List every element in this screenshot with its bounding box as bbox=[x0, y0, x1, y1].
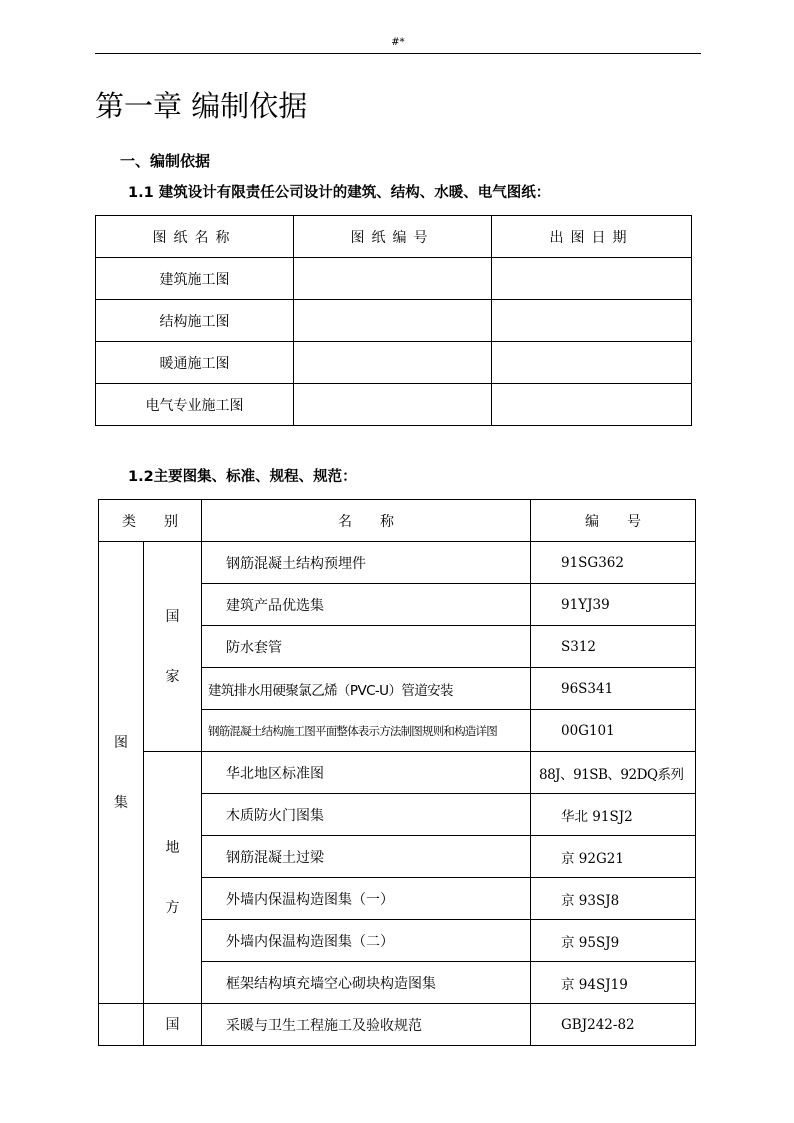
header-drawing-name: 图纸名称 bbox=[96, 216, 294, 258]
standard-code-cell: 京 95SJ9 bbox=[531, 920, 696, 962]
table-row bbox=[99, 752, 696, 794]
header-issue-date: 出图日期 bbox=[492, 216, 692, 258]
standard-code-cell: 京 93SJ8 bbox=[531, 878, 696, 920]
header-drawing-number: 图纸编号 bbox=[294, 216, 492, 258]
category-national bbox=[144, 542, 202, 752]
standard-name-cell: 采暖与卫生工程施工及验收规范 bbox=[202, 1004, 531, 1046]
drawing-number-cell bbox=[294, 342, 492, 384]
standard-name-cell: 钢筋混凝土结构施工图平面整体表示方法制图规则和构造详图 bbox=[202, 710, 531, 752]
standard-name-cell: 建筑产品优选集 bbox=[202, 584, 531, 626]
category-empty-cell bbox=[99, 1004, 144, 1046]
subheading-standards: 1.2主要图集、标准、规程、规范： bbox=[128, 469, 357, 485]
standard-name-cell: 防水套管 bbox=[202, 626, 531, 668]
standard-name-cell: 钢筋混凝土过梁 bbox=[202, 836, 531, 878]
standard-name-cell: 框架结构填充墙空心砌块构造图集 bbox=[202, 962, 531, 1004]
drawing-name-cell: 建筑施工图 bbox=[96, 258, 294, 300]
page-header bbox=[95, 36, 701, 54]
table-row bbox=[99, 1004, 696, 1046]
table-header-row bbox=[96, 216, 692, 258]
table-row bbox=[96, 258, 692, 300]
header-code: 编 号 bbox=[531, 500, 696, 542]
table-row bbox=[96, 384, 692, 426]
standard-name-cell: 钢筋混凝土结构预埋件 bbox=[202, 542, 531, 584]
standard-code-cell: 91YJ39 bbox=[531, 584, 696, 626]
subheading-drawings: 1.1 建筑设计有限责任公司设计的建筑、结构、水暖、电气图纸： bbox=[128, 185, 551, 201]
issue-date-cell bbox=[492, 384, 692, 426]
category-local bbox=[144, 752, 202, 1004]
drawing-name-cell: 电气专业施工图 bbox=[96, 384, 294, 426]
standard-name-cell: 建筑排水用硬聚氯乙烯（PVC-U）管道安装 bbox=[202, 668, 531, 710]
standard-name-cell: 外墙内保温构造图集（二） bbox=[202, 920, 531, 962]
issue-date-cell bbox=[492, 300, 692, 342]
issue-date-cell bbox=[492, 258, 692, 300]
header-name: 名 称 bbox=[202, 500, 531, 542]
drawings-table bbox=[95, 215, 692, 426]
standard-code-cell: 华北 91SJ2 bbox=[531, 794, 696, 836]
category-atlas bbox=[99, 542, 144, 1004]
drawing-name-cell: 暖通施工图 bbox=[96, 342, 294, 384]
standard-name-cell: 外墙内保温构造图集（一） bbox=[202, 878, 531, 920]
chapter-title: 第一章 编制依据 bbox=[95, 89, 308, 123]
category-standards: 国 bbox=[144, 1004, 202, 1046]
header-mark: #* bbox=[391, 37, 405, 48]
standard-code-cell: S312 bbox=[531, 626, 696, 668]
standards-table bbox=[98, 499, 696, 1046]
standard-code-cell: 91SG362 bbox=[531, 542, 696, 584]
category-local-label: 地 方 bbox=[165, 839, 180, 916]
standard-name-cell: 华北地区标准图 bbox=[202, 752, 531, 794]
table-row bbox=[99, 542, 696, 584]
standard-code-cell: 京 94SJ19 bbox=[531, 962, 696, 1004]
table-row bbox=[96, 300, 692, 342]
drawing-number-cell bbox=[294, 258, 492, 300]
standard-code-cell: GBJ242-82 bbox=[531, 1004, 696, 1046]
standard-name-cell: 木质防火门图集 bbox=[202, 794, 531, 836]
drawing-name-cell: 结构施工图 bbox=[96, 300, 294, 342]
header-category: 类 别 bbox=[99, 500, 202, 542]
issue-date-cell bbox=[492, 342, 692, 384]
drawing-number-cell bbox=[294, 384, 492, 426]
standard-code-cell: 京 92G21 bbox=[531, 836, 696, 878]
standard-code-cell: 96S341 bbox=[531, 668, 696, 710]
drawing-number-cell bbox=[294, 300, 492, 342]
category-national-label: 国 家 bbox=[165, 608, 180, 685]
section-heading: 一、编制依据 bbox=[120, 152, 211, 170]
table-row bbox=[96, 342, 692, 384]
category-atlas-label: 图 集 bbox=[114, 734, 128, 811]
standard-code-cell: 88J、91SB、92DQ系列 bbox=[531, 752, 696, 794]
table-header-row bbox=[99, 500, 696, 542]
standard-code-cell: 00G101 bbox=[531, 710, 696, 752]
